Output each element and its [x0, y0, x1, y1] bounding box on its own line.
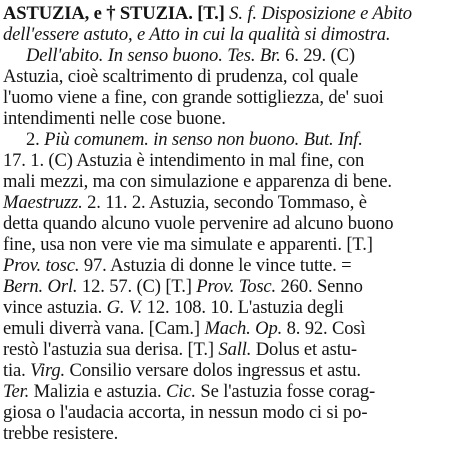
entry-line-17 — [3, 339, 357, 360]
source-title: Virg. — [30, 360, 66, 381]
sense-number: 2. — [26, 129, 45, 150]
source-title: Mach. Op. — [204, 318, 283, 339]
citation-text: emuli diverrà vana. [Cam.] — [3, 318, 205, 339]
sense-label: Più comunem. in senso non buono. But. Inf. — [44, 129, 363, 150]
citation-text: 8. 92. Così — [282, 318, 366, 339]
source-mark: (C) — [330, 45, 355, 66]
citation-ref: 6. 29. — [280, 45, 331, 66]
entry-line-4: Astuzia, cioè scaltrimento di prudenza, col quale — [3, 66, 359, 87]
tommaseo-mark: [T.] — [197, 3, 225, 24]
entry-line-2: dell'essere astuto, e Atto in cui la qualità si dimostra. — [3, 24, 391, 45]
entry-line-13 — [3, 255, 351, 276]
entry-line-14 — [3, 276, 363, 297]
citation-text: 260. Senno — [276, 276, 363, 297]
entry-line-21: trebbe resistere. — [3, 423, 119, 444]
source-title: G. V. — [106, 297, 143, 318]
headword: ASTUZIA, e † STUZIA. — [3, 3, 198, 24]
source-title: Bern. Orl. — [3, 276, 78, 297]
citation-text: 12. 57. (C) [T.] — [77, 276, 197, 297]
source-title: Sall. — [218, 339, 252, 360]
citation-text: 2. 11. 2. Astuzia, secondo Tommaso, è — [82, 192, 367, 213]
citation-text: restò l'astuzia sua derisa. [T.] — [3, 339, 219, 360]
citation-text: Dolus et astu- — [251, 339, 357, 360]
entry-line-3 — [26, 45, 355, 66]
entry-line-8: 17. 1. (C) Astuzia è intendimento in mal fine, con — [3, 150, 365, 171]
entry-line-11: detta quando alcuno vuole pervenire ad alcuno buono — [3, 213, 394, 234]
entry-line-20: giosa o l'audacia accorta, in nessun modo ci si po- — [3, 402, 368, 423]
entry-line-18 — [3, 360, 361, 381]
entry-line-16 — [3, 318, 366, 339]
entry-line-19 — [3, 381, 375, 402]
source-title: Ter. — [3, 381, 30, 402]
entry-line-5: l'uomo viene a fine, con grande sottigliezza, de' suoi — [3, 87, 384, 108]
grammar-definition: S. f. Disposizione e Abito — [224, 3, 412, 24]
source-title: Maestruzz. — [3, 192, 83, 213]
entry-line-1 — [3, 3, 412, 24]
citation-text: 12. 108. 10. L'astuzia degli — [142, 297, 344, 318]
citation-text: Se l'astuzia fosse corag- — [195, 381, 376, 402]
entry-line-7 — [26, 129, 363, 150]
entry-line-12: fine, usa non vere vie ma simulate e apparenti. [T.] — [3, 234, 373, 255]
source-title: Cic. — [166, 381, 196, 402]
entry-line-6: intendimenti nelle cose buone. — [3, 108, 226, 129]
entry-line-9: mali mezzi, ma con simulazione e apparenza di bene. — [3, 171, 392, 192]
citation-text: 97. Astuzia di donne le vince tutte. = — [79, 255, 352, 276]
citation-text: Malizia e astuzia. — [29, 381, 167, 402]
citation-text: vince astuzia. — [3, 297, 107, 318]
entry-line-10 — [3, 192, 367, 213]
source-title: Prov. tosc. — [3, 255, 80, 276]
citation-text: Consilio versare dolos ingressus et astu. — [65, 360, 361, 381]
source-title: Prov. Tosc. — [196, 276, 277, 297]
citation-text: tia. — [3, 360, 31, 381]
entry-line-15 — [3, 297, 344, 318]
sense-label: Dell'abito. In senso buono. Tes. Br. — [26, 45, 281, 66]
